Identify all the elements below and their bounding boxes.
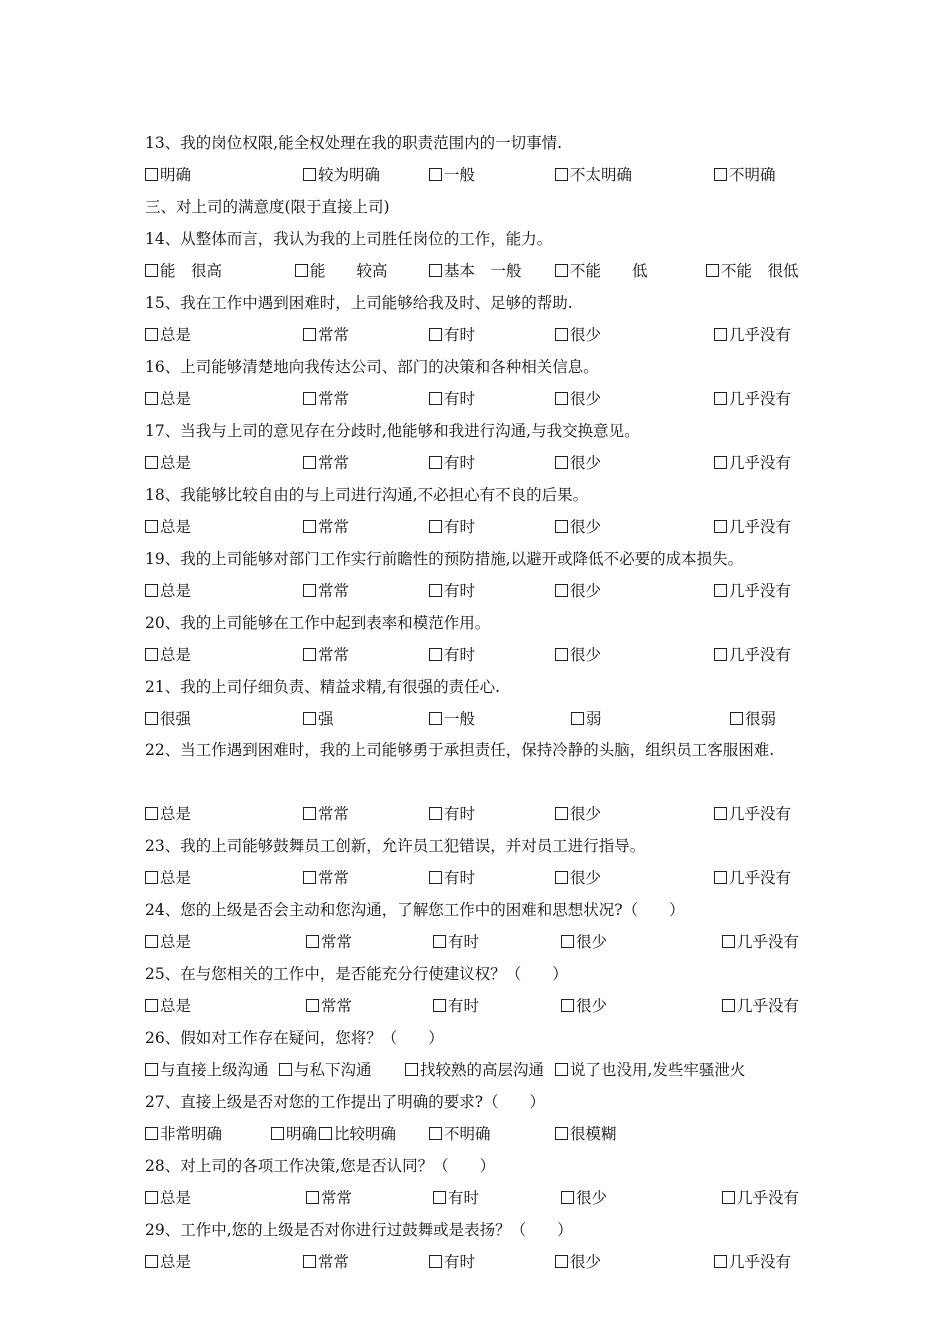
- option-checkbox[interactable]: 很少: [555, 803, 601, 825]
- option-checkbox[interactable]: 总是: [145, 803, 191, 825]
- option-checkbox[interactable]: 很少: [555, 644, 601, 666]
- option-checkbox[interactable]: 几乎没有: [714, 1251, 791, 1273]
- checkbox-icon: [714, 392, 727, 405]
- checkbox-icon: [145, 935, 158, 948]
- checkbox-icon: [429, 712, 442, 725]
- option-checkbox[interactable]: 弱: [571, 708, 602, 730]
- checkbox-icon: [279, 1063, 292, 1076]
- option-checkbox[interactable]: 总是: [145, 867, 191, 889]
- checkbox-icon: [555, 520, 568, 533]
- option-checkbox[interactable]: 总是: [145, 995, 191, 1017]
- checkbox-icon: [722, 1191, 735, 1204]
- checkbox-icon: [306, 935, 319, 948]
- checkbox-icon: [319, 1127, 332, 1140]
- option-checkbox[interactable]: 常常: [303, 452, 349, 474]
- question-29: 29、工作中,您的上级是否对你进行过鼓舞或是表扬？（ ）: [145, 1221, 573, 1239]
- option-checkbox[interactable]: 很少: [555, 516, 601, 538]
- checkbox-icon: [555, 168, 568, 181]
- option-checkbox[interactable]: 常常: [306, 995, 352, 1017]
- option-checkbox[interactable]: 总是: [145, 1187, 191, 1209]
- checkbox-icon: [145, 392, 158, 405]
- checkbox-icon: [145, 168, 158, 181]
- checkbox-icon: [714, 584, 727, 597]
- question-27: 27、直接上级是否对您的工作提出了明确的要求?（ ）: [145, 1093, 546, 1111]
- option-checkbox[interactable]: 不明确: [429, 1123, 491, 1145]
- checkbox-icon: [405, 1063, 418, 1076]
- checkbox-icon: [145, 1127, 158, 1140]
- checkbox-icon: [571, 712, 584, 725]
- checkbox-icon: [303, 520, 316, 533]
- checkbox-icon: [145, 871, 158, 884]
- option-checkbox[interactable]: 几乎没有: [714, 388, 791, 410]
- option-checkbox[interactable]: 较为明确: [303, 164, 380, 186]
- checkbox-icon: [145, 584, 158, 597]
- checkbox-icon: [145, 328, 158, 341]
- checkbox-icon: [429, 520, 442, 533]
- checkbox-icon: [561, 935, 574, 948]
- option-checkbox[interactable]: 有时: [429, 580, 475, 602]
- option-checkbox[interactable]: 常常: [306, 1187, 352, 1209]
- option-checkbox[interactable]: 几乎没有: [714, 324, 791, 346]
- option-checkbox[interactable]: 总是: [145, 644, 191, 666]
- checkbox-icon: [295, 264, 308, 277]
- checkbox-icon: [429, 807, 442, 820]
- option-checkbox[interactable]: 总是: [145, 324, 191, 346]
- option-checkbox[interactable]: 很少: [555, 580, 601, 602]
- option-checkbox[interactable]: 强: [303, 708, 334, 730]
- checkbox-icon: [303, 328, 316, 341]
- checkbox-icon: [145, 1191, 158, 1204]
- option-checkbox[interactable]: 有时: [429, 516, 475, 538]
- checkbox-icon: [306, 1191, 319, 1204]
- option-checkbox[interactable]: 很弱: [730, 708, 776, 730]
- option-checkbox[interactable]: 很少: [555, 452, 601, 474]
- checkbox-icon: [306, 999, 319, 1012]
- option-checkbox[interactable]: 很少: [555, 1251, 601, 1273]
- option-checkbox[interactable]: 不能 低: [555, 260, 648, 282]
- option-checkbox[interactable]: 很模糊: [555, 1123, 617, 1145]
- checkbox-icon: [303, 871, 316, 884]
- checkbox-icon: [303, 712, 316, 725]
- checkbox-icon: [555, 1063, 568, 1076]
- option-checkbox[interactable]: 总是: [145, 580, 191, 602]
- checkbox-icon: [714, 328, 727, 341]
- option-checkbox[interactable]: 总是: [145, 516, 191, 538]
- option-checkbox[interactable]: 几乎没有: [714, 516, 791, 538]
- checkbox-icon: [429, 456, 442, 469]
- option-checkbox[interactable]: 基本 一般: [429, 260, 522, 282]
- option-checkbox[interactable]: 总是: [145, 388, 191, 410]
- option-checkbox[interactable]: 找较熟的高层沟通: [405, 1059, 544, 1081]
- option-checkbox[interactable]: 能 很高: [145, 260, 222, 282]
- option-checkbox[interactable]: 常常: [303, 580, 349, 602]
- question-28: 28、对上司的各项工作决策,您是否认同？（ ）: [145, 1157, 496, 1175]
- option-checkbox[interactable]: 几乎没有: [722, 1187, 799, 1209]
- checkbox-icon: [303, 456, 316, 469]
- checkbox-icon: [561, 999, 574, 1012]
- checkbox-icon: [429, 1255, 442, 1268]
- question-25: 25、在与您相关的工作中，是否能充分行使建议权？（ ）: [145, 965, 568, 983]
- question-18: 18、我能够比较自由的与上司进行沟通,不必担心有不良的后果。: [145, 486, 589, 504]
- option-checkbox[interactable]: 总是: [145, 452, 191, 474]
- option-checkbox[interactable]: 有时: [429, 803, 475, 825]
- checkbox-icon: [714, 871, 727, 884]
- checkbox-icon: [303, 168, 316, 181]
- option-checkbox[interactable]: 几乎没有: [714, 867, 791, 889]
- option-checkbox[interactable]: 常常: [306, 931, 352, 953]
- question-23: 23、我的上司能够鼓舞员工创新，允许员工犯错误，并对员工进行指导。: [145, 837, 646, 855]
- checkbox-icon: [714, 520, 727, 533]
- checkbox-icon: [145, 648, 158, 661]
- checkbox-icon: [145, 264, 158, 277]
- option-checkbox[interactable]: 很强: [145, 708, 191, 730]
- checkbox-icon: [429, 1127, 442, 1140]
- question-19: 19、我的上司能够对部门工作实行前瞻性的预防措施,以避开或降低不必要的成本损失。: [145, 550, 744, 568]
- question-16: 16、上司能够清楚地向我传达公司、部门的决策和各种相关信息。: [145, 358, 599, 376]
- option-checkbox[interactable]: 常常: [303, 516, 349, 538]
- option-checkbox[interactable]: 明确: [271, 1123, 317, 1145]
- question-13: 13、我的岗位权限,能全权处理在我的职责范围内的一切事情.: [145, 134, 563, 152]
- option-checkbox[interactable]: 比较明确: [319, 1123, 396, 1145]
- option-checkbox[interactable]: 几乎没有: [714, 644, 791, 666]
- option-checkbox[interactable]: 很少: [561, 1187, 607, 1209]
- checkbox-icon: [303, 1255, 316, 1268]
- checkbox-icon: [722, 999, 735, 1012]
- checkbox-icon: [555, 328, 568, 341]
- checkbox-icon: [303, 648, 316, 661]
- checkbox-icon: [433, 999, 446, 1012]
- option-checkbox[interactable]: 有时: [433, 995, 479, 1017]
- checkbox-icon: [433, 1191, 446, 1204]
- checkbox-icon: [714, 168, 727, 181]
- option-checkbox[interactable]: 有时: [429, 867, 475, 889]
- option-checkbox[interactable]: 有时: [429, 644, 475, 666]
- option-checkbox[interactable]: 几乎没有: [722, 995, 799, 1017]
- section-heading: 三、对上司的满意度(限于直接上司): [145, 198, 390, 216]
- checkbox-icon: [145, 1063, 158, 1076]
- question-14: 14、从整体而言，我认为我的上司胜任岗位的工作，能力。: [145, 230, 553, 248]
- option-checkbox[interactable]: 明确: [145, 164, 191, 186]
- option-checkbox[interactable]: 不能 很低: [706, 260, 799, 282]
- checkbox-icon: [145, 807, 158, 820]
- checkbox-icon: [555, 648, 568, 661]
- option-checkbox[interactable]: 很少: [555, 388, 601, 410]
- checkbox-icon: [303, 584, 316, 597]
- option-checkbox[interactable]: 常常: [303, 388, 349, 410]
- checkbox-icon: [145, 999, 158, 1012]
- option-checkbox[interactable]: 常常: [303, 803, 349, 825]
- checkbox-icon: [429, 264, 442, 277]
- option-checkbox[interactable]: 总是: [145, 1251, 191, 1273]
- checkbox-icon: [555, 807, 568, 820]
- checkbox-icon: [555, 264, 568, 277]
- option-checkbox[interactable]: 有时: [433, 931, 479, 953]
- checkbox-icon: [145, 1255, 158, 1268]
- option-checkbox[interactable]: 几乎没有: [722, 931, 799, 953]
- checkbox-icon: [429, 328, 442, 341]
- checkbox-icon: [555, 456, 568, 469]
- checkbox-icon: [303, 392, 316, 405]
- option-checkbox[interactable]: 有时: [433, 1187, 479, 1209]
- checkbox-icon: [561, 1191, 574, 1204]
- checkbox-icon: [714, 456, 727, 469]
- checkbox-icon: [555, 1127, 568, 1140]
- option-checkbox[interactable]: 有时: [429, 324, 475, 346]
- option-checkbox[interactable]: 非常明确: [145, 1123, 222, 1145]
- checkbox-icon: [555, 1255, 568, 1268]
- option-checkbox[interactable]: 几乎没有: [714, 803, 791, 825]
- option-checkbox[interactable]: 几乎没有: [714, 580, 791, 602]
- option-checkbox[interactable]: 很少: [561, 931, 607, 953]
- checkbox-icon: [714, 1255, 727, 1268]
- checkbox-icon: [555, 584, 568, 597]
- option-checkbox[interactable]: 一般: [429, 164, 475, 186]
- checkbox-icon: [433, 935, 446, 948]
- checkbox-icon: [722, 935, 735, 948]
- option-checkbox[interactable]: 有时: [429, 1251, 475, 1273]
- question-22: 22、当工作遇到困难时，我的上司能够勇于承担责任，保持冷静的头脑，组织员工客服困难.: [145, 741, 775, 759]
- option-checkbox[interactable]: 与直接上级沟通: [145, 1059, 269, 1081]
- checkbox-icon: [429, 584, 442, 597]
- question-15: 15、我在工作中遇到困难时，上司能够给我及时、足够的帮助.: [145, 294, 573, 312]
- option-checkbox[interactable]: 一般: [429, 708, 475, 730]
- checkbox-icon: [429, 871, 442, 884]
- option-checkbox[interactable]: 常常: [303, 867, 349, 889]
- checkbox-icon: [555, 871, 568, 884]
- option-checkbox[interactable]: 常常: [303, 324, 349, 346]
- option-checkbox[interactable]: 很少: [555, 867, 601, 889]
- option-checkbox[interactable]: 不明确: [714, 164, 776, 186]
- option-checkbox[interactable]: 总是: [145, 931, 191, 953]
- checkbox-icon: [429, 648, 442, 661]
- option-checkbox[interactable]: 很少: [555, 324, 601, 346]
- question-20: 20、我的上司能够在工作中起到表率和模范作用。: [145, 614, 491, 632]
- question-21: 21、我的上司仔细负责、精益求精,有很强的责任心.: [145, 678, 501, 696]
- checkbox-icon: [714, 807, 727, 820]
- question-17: 17、当我与上司的意见存在分歧时,他能够和我进行沟通,与我交换意见。: [145, 422, 640, 440]
- option-checkbox[interactable]: 常常: [303, 1251, 349, 1273]
- checkbox-icon: [429, 168, 442, 181]
- checkbox-icon: [303, 807, 316, 820]
- checkbox-icon: [145, 712, 158, 725]
- checkbox-icon: [429, 392, 442, 405]
- option-checkbox[interactable]: 能 较高: [295, 260, 388, 282]
- checkbox-icon: [145, 456, 158, 469]
- option-checkbox[interactable]: 说了也没用,发些牢骚泄火: [555, 1059, 745, 1081]
- option-checkbox[interactable]: 几乎没有: [714, 452, 791, 474]
- checkbox-icon: [271, 1127, 284, 1140]
- checkbox-icon: [714, 648, 727, 661]
- question-24: 24、您的上级是否会主动和您沟通，了解您工作中的困难和思想状况?（ ）: [145, 901, 685, 919]
- question-26: 26、假如对工作存在疑问，您将？（ ）: [145, 1029, 444, 1047]
- checkbox-icon: [145, 520, 158, 533]
- option-checkbox[interactable]: 与私下沟通: [279, 1059, 372, 1081]
- option-checkbox[interactable]: 常常: [303, 644, 349, 666]
- option-checkbox[interactable]: 很少: [561, 995, 607, 1017]
- option-checkbox[interactable]: 有时: [429, 452, 475, 474]
- option-checkbox[interactable]: 不太明确: [555, 164, 632, 186]
- checkbox-icon: [706, 264, 719, 277]
- checkbox-icon: [555, 392, 568, 405]
- checkbox-icon: [730, 712, 743, 725]
- option-checkbox[interactable]: 有时: [429, 388, 475, 410]
